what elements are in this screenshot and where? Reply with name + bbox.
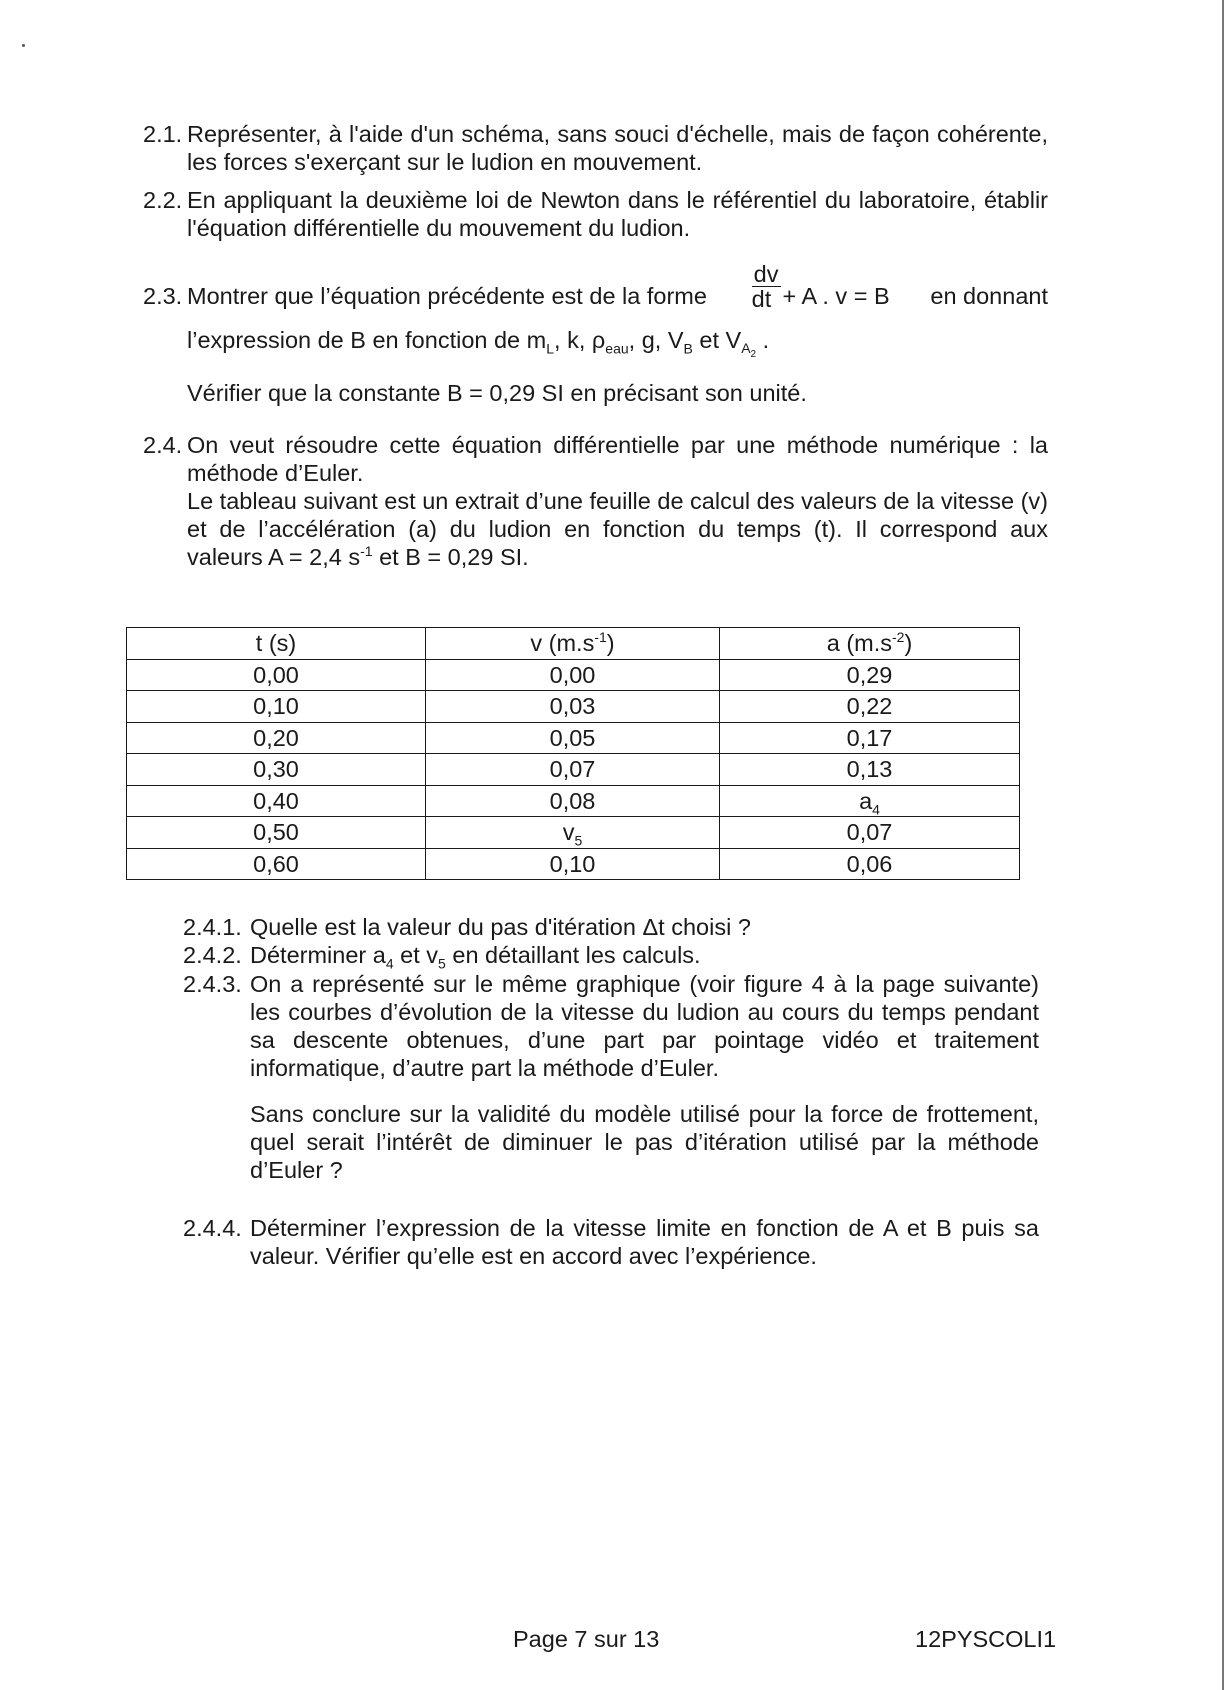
question-2-4-4 — [183, 1214, 1039, 1270]
equation-line: Montrer que l’équation précédente est de la forme $\frac{dv}{dt}$ + A . v = B en donnant — [187, 260, 1048, 312]
table-row — [127, 848, 1020, 880]
question-2-4-1 — [183, 913, 1039, 941]
cell-a: 0,07 — [720, 817, 1020, 849]
table-row — [127, 754, 1020, 786]
question-text: Quelle est la valeur du pas d'itération Δt choisi ? — [250, 914, 751, 940]
question-number: 2.4.3. — [183, 971, 242, 997]
header-v: v $(m.s^{-1})$ — [426, 628, 720, 660]
cell-a: 0,17 — [720, 722, 1020, 754]
question-text — [250, 970, 1039, 1184]
question-2-4 — [143, 431, 1048, 571]
table-row — [127, 659, 1020, 691]
cell-a-unknown: $a_4$ — [720, 785, 1020, 817]
page-number: Page 7 sur 13 — [513, 1626, 660, 1652]
cell-t: 0,50 — [127, 817, 426, 849]
cell-t: 0,20 — [127, 722, 426, 754]
table-row — [127, 691, 1020, 723]
scan-speck — [22, 44, 25, 47]
expression-line: l’expression de B en fonction de $m_L$, k, $\rho_{eau}$, g, $V_B$ et $V_{A_2}$ . — [187, 326, 770, 361]
question-2-4-2 — [183, 941, 1039, 972]
question-number: 2.4. — [143, 432, 183, 458]
cell-t: 0,60 — [127, 848, 426, 880]
cell-v: 0,00 — [426, 659, 720, 691]
cell-t: 0,40 — [127, 785, 426, 817]
question-number: 2.3. — [143, 283, 183, 309]
paragraph: On a représenté sur le même graphique (voir figure 4 à la page suivante) les courbes d’évolution de la vitesse du ludion au cours du temps pendant sa descente obtenues, d’une part par pointage vidéo et traitement informatique, d’autre part la méthode d’Euler. — [250, 971, 1039, 1081]
paragraph: Le tableau suivant est un extrait d’une feuille de calcul des valeurs de la vitesse (v) et de l’accélération (a) du ludion en fonction du temps (t). Il correspond aux valeurs A = 2,4 $s^{-1}$ et B = 0,29 SI. — [187, 488, 1048, 570]
question-2-1 — [143, 120, 1048, 176]
cell-a: 0,22 — [720, 691, 1020, 723]
cell-t: 0,30 — [127, 754, 426, 786]
cell-v: 0,03 — [426, 691, 720, 723]
verification-line: Vérifier que la constante B = 0,29 SI en précisant son unité. — [187, 380, 807, 407]
question-text — [187, 260, 1048, 407]
cell-v: 0,08 — [426, 785, 720, 817]
cell-v: 0,10 — [426, 848, 720, 880]
question-number: 2.4.4. — [183, 1215, 242, 1241]
cell-v: 0,07 — [426, 754, 720, 786]
question-number: 2.2. — [143, 187, 183, 213]
table-row — [127, 817, 1020, 849]
question-number: 2.4.2. — [183, 942, 242, 968]
differential-equation: $\frac{dv}{dt}$ + A . v = B — [751, 260, 890, 312]
question-text: Déterminer l’expression de la vitesse limite en fonction de A et B puis sa valeur. Vérifier qu’elle est en accord avec l’expérience. — [250, 1215, 1039, 1269]
euler-table — [126, 627, 1020, 880]
table-row — [127, 785, 1020, 817]
cell-a: 0,06 — [720, 848, 1020, 880]
cell-a: 0,13 — [720, 754, 1020, 786]
dv-dt-fraction: $\frac{dv}{dt}$ — [751, 260, 779, 312]
question-2-3 — [143, 260, 1048, 407]
paragraph: On veut résoudre cette équation différentielle par une méthode numérique : la méthode d’Euler. — [187, 432, 1048, 486]
document-code: 12PYSCOLI1 — [915, 1626, 1057, 1652]
question-text: En appliquant la deuxième loi de Newton dans le référentiel du laboratoire, établir l'équation différentielle du mouvement du ludion. — [187, 187, 1048, 241]
cell-a: 0,29 — [720, 659, 1020, 691]
question-text — [187, 431, 1048, 571]
cell-t: 0,10 — [127, 691, 426, 723]
question-2-2 — [143, 186, 1048, 242]
question-text: Déterminer $a_4$ et $v_5$ en détaillant les calculs. — [250, 942, 701, 972]
question-number: 2.1. — [143, 121, 183, 147]
cell-v-unknown: $v_5$ — [426, 817, 720, 849]
table-header-row — [127, 628, 1020, 660]
question-text: Représenter, à l'aide d'un schéma, sans souci d'échelle, mais de façon cohérente, les forces s'exerçant sur le ludion en mouvement. — [187, 121, 1048, 175]
header-a: a $(m.s^{-2})$ — [720, 628, 1020, 660]
question-2-4-3 — [183, 970, 1039, 1184]
question-number: 2.4.1. — [183, 914, 242, 940]
header-t: t (s) — [127, 628, 426, 660]
cell-t: 0,00 — [127, 659, 426, 691]
table-row — [127, 722, 1020, 754]
paragraph: Sans conclure sur la validité du modèle utilisé pour la force de frottement, quel serait l’intérêt de diminuer le pas d’itération utilisé par la méthode d’Euler ? — [250, 1101, 1039, 1183]
cell-v: 0,05 — [426, 722, 720, 754]
